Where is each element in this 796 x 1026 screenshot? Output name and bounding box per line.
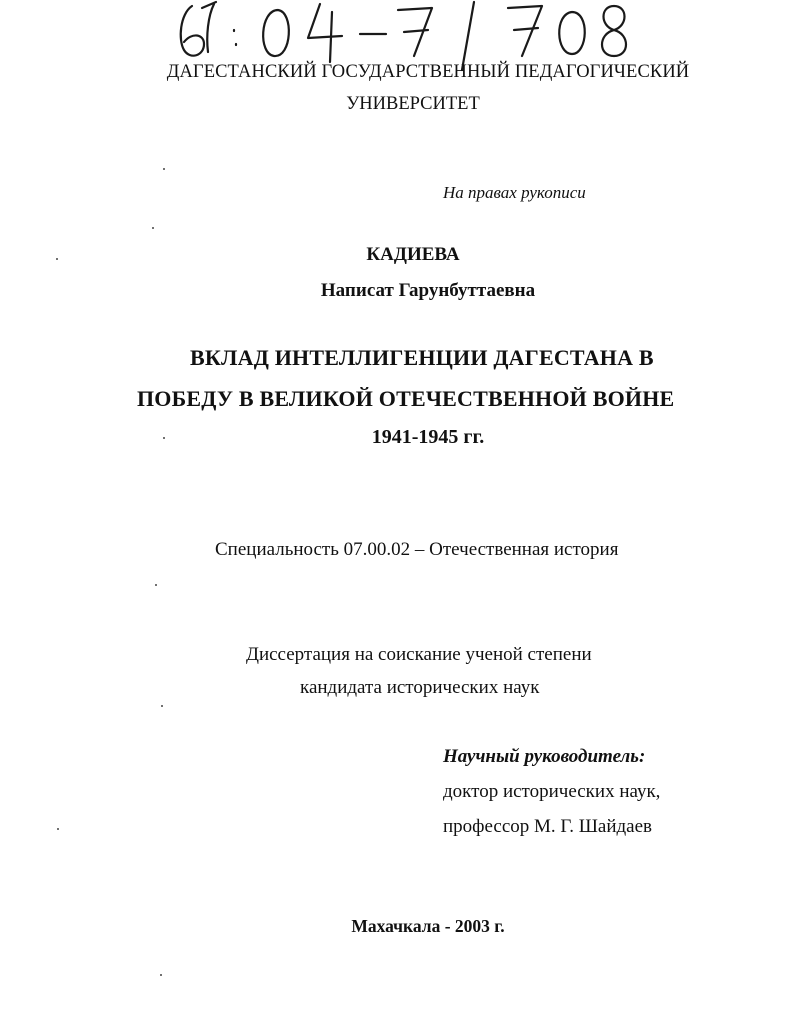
scan-speck bbox=[155, 584, 157, 586]
university-name-line2: УНИВЕРСИТЕТ bbox=[346, 94, 480, 114]
author-surname: КАДИЕВА bbox=[366, 244, 460, 265]
scan-speck bbox=[57, 828, 59, 830]
supervisor-heading: Научный руководитель: bbox=[443, 746, 646, 767]
city-year: Махачкала - 2003 г. bbox=[351, 916, 505, 936]
university-name-line1: ДАГЕСТАНСКИЙ ГОСУДАРСТВЕННЫЙ ПЕДАГОГИЧЕСКИЙ bbox=[166, 62, 690, 82]
specialty-line: Специальность 07.00.02 – Отечественная история bbox=[215, 539, 619, 560]
dissertation-line1: Диссертация на соискание ученой степени bbox=[246, 644, 592, 665]
scan-speck bbox=[56, 258, 58, 260]
scan-speck bbox=[163, 437, 165, 439]
dissertation-line2: кандидата исторических наук bbox=[300, 677, 540, 698]
title-line1: ВКЛАД ИНТЕЛЛИГЕНЦИИ ДАГЕСТАНА В bbox=[190, 345, 654, 370]
scan-speck bbox=[161, 705, 163, 707]
manuscript-rights-note: На правах рукописи bbox=[443, 183, 586, 202]
author-name: Написат Гарунбуттаевна bbox=[320, 280, 536, 301]
title-line2: ПОБЕДУ В ВЕЛИКОЙ ОТЕЧЕСТВЕННОЙ ВОЙНЕ bbox=[137, 386, 675, 411]
supervisor-degree: доктор исторических наук, bbox=[443, 781, 661, 802]
scan-speck bbox=[152, 227, 154, 229]
title-line3: 1941-1945 гг. bbox=[371, 426, 485, 448]
scan-speck bbox=[163, 168, 165, 170]
supervisor-name: профессор М. Г. Шайдаев bbox=[443, 816, 653, 837]
scan-speck bbox=[160, 974, 162, 976]
